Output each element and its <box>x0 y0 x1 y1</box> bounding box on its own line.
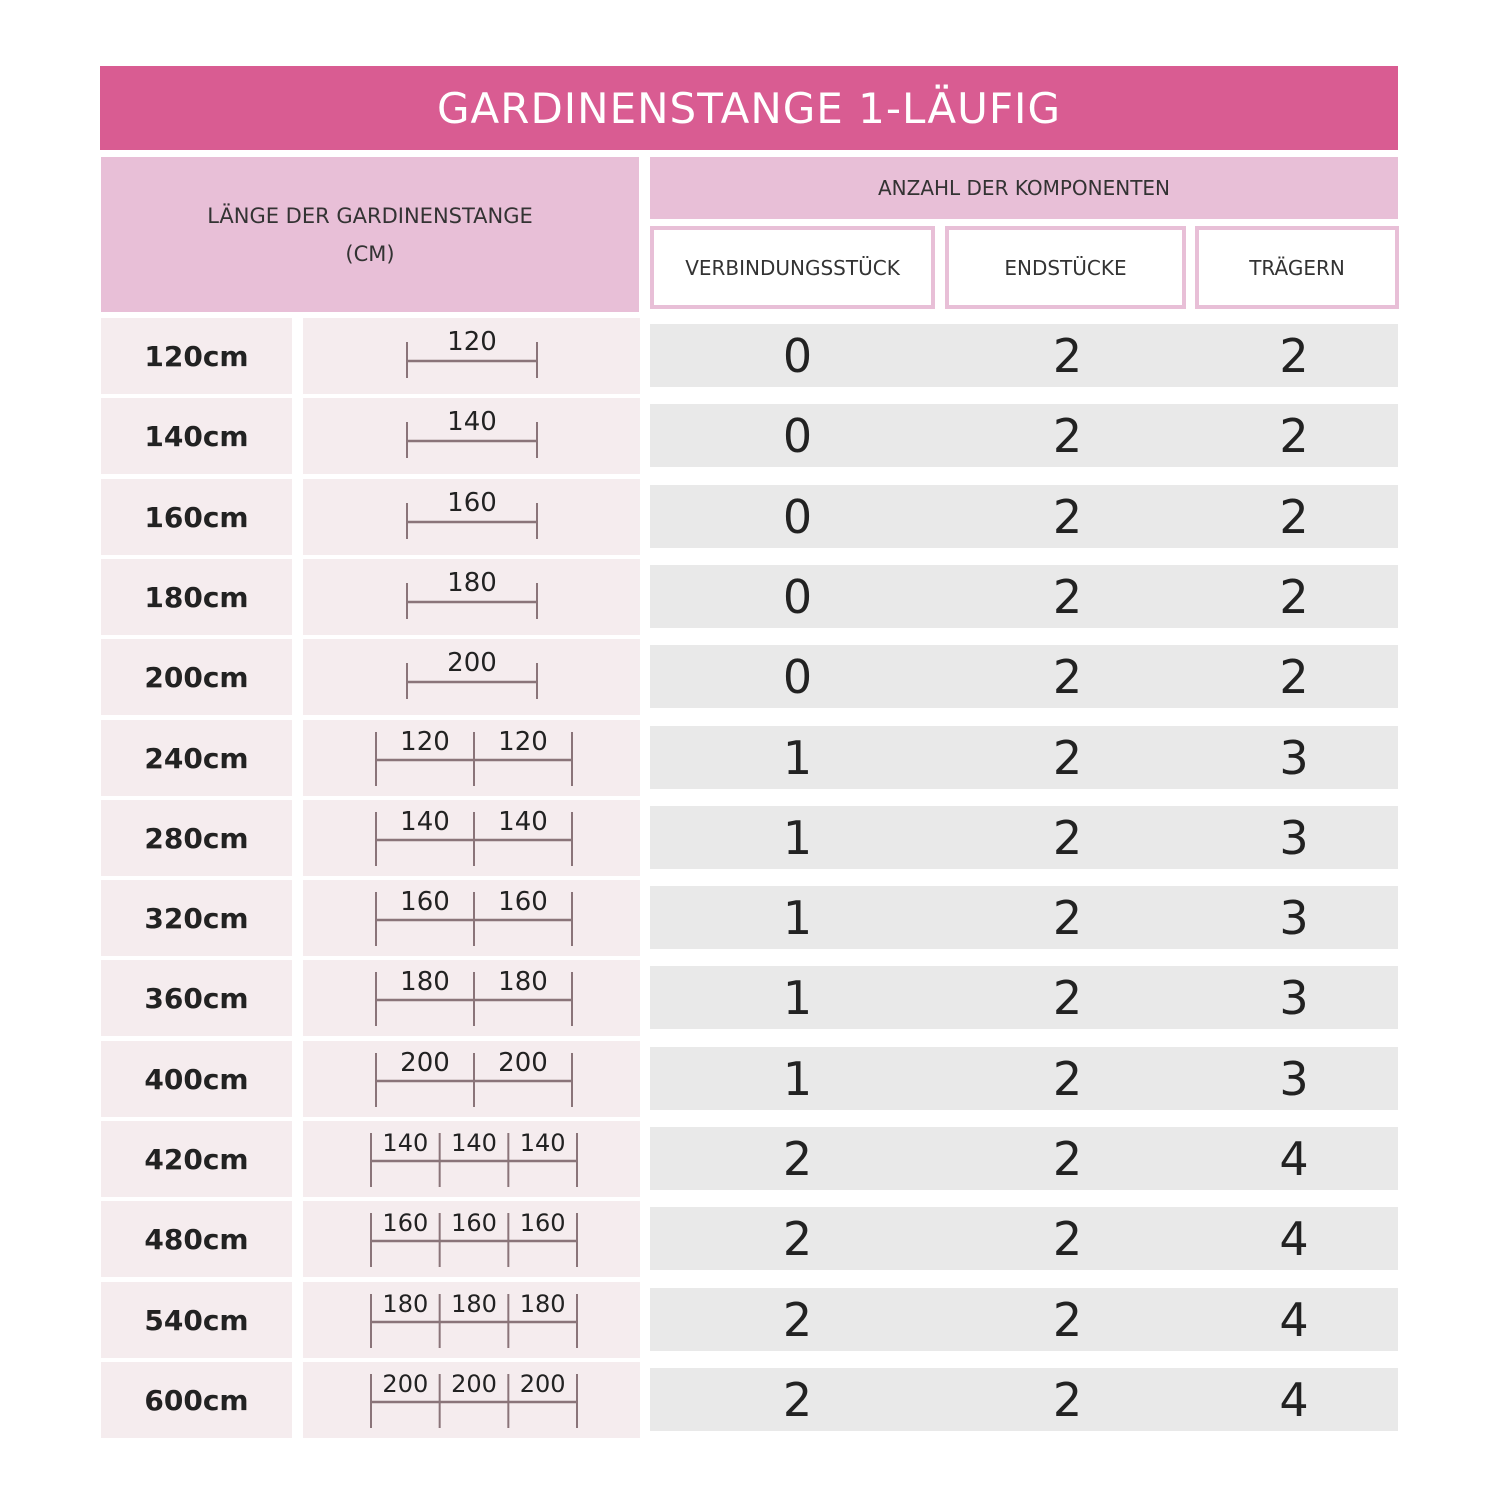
rod-diagram <box>303 1282 640 1358</box>
length-cell: 400cm <box>101 1041 292 1117</box>
rod-diagram-cell <box>303 479 640 555</box>
endpieces-count: 2 <box>1052 810 1083 865</box>
rod-diagram-cell <box>303 720 640 796</box>
rod-diagram-cell <box>303 318 640 394</box>
length-header-line1: LÄNGE DER GARDINENSTANGE <box>207 203 533 228</box>
segment-label: 160 <box>400 887 450 917</box>
brackets-count: 3 <box>1279 1051 1309 1106</box>
rod-diagram <box>303 398 640 474</box>
rod-diagram <box>303 639 640 715</box>
table-row <box>650 1368 1398 1431</box>
segment-label: 180 <box>451 1290 497 1318</box>
page-title: GARDINENSTANGE 1-LÄUFIG <box>100 66 1398 150</box>
connector-count: 1 <box>782 1051 813 1106</box>
table-row <box>650 404 1398 467</box>
table-row <box>650 806 1398 869</box>
endpieces-count: 2 <box>1052 1372 1083 1427</box>
table-row <box>650 966 1398 1029</box>
segment-label: 120 <box>498 727 548 757</box>
segment-label: 180 <box>519 1290 566 1318</box>
length-cell: 480cm <box>101 1201 292 1277</box>
brackets-count: 4 <box>1279 1292 1309 1347</box>
endpieces-count: 2 <box>1052 1051 1083 1106</box>
table-row <box>650 1127 1398 1190</box>
segment-label: 160 <box>451 1209 497 1237</box>
connector-count: 1 <box>782 890 813 945</box>
length-cell: 240cm <box>101 720 292 796</box>
segment-label: 160 <box>447 488 497 518</box>
components-header: ANZAHL DER KOMPONENTEN <box>650 157 1398 219</box>
rod-diagram <box>303 479 640 555</box>
segment-label: 140 <box>400 807 450 837</box>
brackets-count: 3 <box>1279 890 1309 945</box>
length-cell: 160cm <box>101 479 292 555</box>
segment-label: 200 <box>519 1370 566 1398</box>
endpieces-count: 2 <box>1052 649 1083 704</box>
rod-diagram-cell <box>303 559 640 635</box>
brackets-count: 2 <box>1279 489 1309 544</box>
brackets-count: 3 <box>1279 730 1309 785</box>
segment-label: 180 <box>498 967 548 997</box>
segment-label: 160 <box>519 1209 566 1237</box>
segment-label: 120 <box>447 327 497 357</box>
segment-label: 200 <box>382 1370 429 1398</box>
table-row <box>650 886 1398 949</box>
brackets-count: 4 <box>1279 1131 1309 1186</box>
segment-label: 180 <box>400 967 450 997</box>
connector-count: 2 <box>782 1131 813 1186</box>
rod-diagram <box>303 880 640 956</box>
segment-label: 200 <box>498 1048 548 1078</box>
table-row <box>650 1047 1398 1110</box>
brackets-count: 3 <box>1279 810 1309 865</box>
length-column-header <box>101 157 639 312</box>
length-cell: 280cm <box>101 800 292 876</box>
length-cell: 360cm <box>101 960 292 1036</box>
connector-count: 0 <box>782 489 813 544</box>
segment-label: 160 <box>498 887 548 917</box>
connector-count: 0 <box>782 649 813 704</box>
length-cell: 120cm <box>101 318 292 394</box>
rod-diagram-cell <box>303 639 640 715</box>
segment-label: 140 <box>382 1129 429 1157</box>
brackets-count: 3 <box>1279 970 1309 1025</box>
segment-label: 140 <box>447 407 497 437</box>
rod-diagram <box>303 1201 640 1277</box>
segment-label: 140 <box>519 1129 566 1157</box>
segment-label: 180 <box>382 1290 429 1318</box>
rod-diagram <box>303 1041 640 1117</box>
connector-count: 0 <box>782 328 813 383</box>
rod-diagram <box>303 1121 640 1197</box>
endpieces-count: 2 <box>1052 970 1083 1025</box>
connector-count: 0 <box>782 408 813 463</box>
table-row <box>650 1207 1398 1270</box>
connector-count: 2 <box>782 1292 813 1347</box>
segment-label: 200 <box>447 648 497 678</box>
length-cell: 320cm <box>101 880 292 956</box>
rod-diagram <box>303 318 640 394</box>
rod-diagram-cell <box>303 880 640 956</box>
length-cell: 140cm <box>101 398 292 474</box>
brackets-count: 2 <box>1279 569 1309 624</box>
table-row <box>650 565 1398 628</box>
brackets-count: 2 <box>1279 649 1309 704</box>
length-cell: 600cm <box>101 1362 292 1438</box>
brackets-count: 2 <box>1279 408 1309 463</box>
segment-label: 140 <box>451 1129 497 1157</box>
endpieces-count: 2 <box>1052 328 1083 383</box>
connector-count: 0 <box>782 569 813 624</box>
connector-count: 1 <box>782 810 813 865</box>
endpieces-count: 2 <box>1052 730 1083 785</box>
rod-diagram-cell <box>303 1121 640 1197</box>
length-cell: 540cm <box>101 1282 292 1358</box>
table-row <box>650 485 1398 548</box>
endpieces-count: 2 <box>1052 408 1083 463</box>
rod-diagram-cell <box>303 1282 640 1358</box>
connector-count: 1 <box>782 970 813 1025</box>
endpieces-count: 2 <box>1052 890 1083 945</box>
connector-count: 2 <box>782 1211 813 1266</box>
rod-diagram-cell <box>303 1362 640 1438</box>
rod-diagram <box>303 800 640 876</box>
table-row <box>650 1288 1398 1351</box>
length-cell: 180cm <box>101 559 292 635</box>
rod-diagram <box>303 1362 640 1438</box>
endpieces-count: 2 <box>1052 1292 1083 1347</box>
connector-count: 1 <box>782 730 813 785</box>
segment-label: 120 <box>400 727 450 757</box>
length-header-line2: (CM) <box>345 241 395 266</box>
brackets-count: 2 <box>1279 328 1309 383</box>
rod-diagram-cell <box>303 960 640 1036</box>
length-cell: 420cm <box>101 1121 292 1197</box>
rod-diagram <box>303 720 640 796</box>
endpieces-count: 2 <box>1052 1131 1083 1186</box>
brackets-count: 4 <box>1279 1372 1309 1427</box>
segment-label: 200 <box>451 1370 497 1398</box>
connector-column-header: VERBINDUNGSSTÜCK <box>650 226 935 309</box>
connector-count: 2 <box>782 1372 813 1427</box>
endpieces-count: 2 <box>1052 569 1083 624</box>
rod-diagram <box>303 559 640 635</box>
rod-diagram-cell <box>303 1041 640 1117</box>
segment-label: 180 <box>447 568 497 598</box>
table-row <box>650 324 1398 387</box>
table-row <box>650 726 1398 789</box>
rod-diagram-cell <box>303 398 640 474</box>
rod-diagram <box>303 960 640 1036</box>
rod-diagram-cell <box>303 1201 640 1277</box>
endpieces-count: 2 <box>1052 489 1083 544</box>
segment-label: 200 <box>400 1048 450 1078</box>
length-cell: 200cm <box>101 639 292 715</box>
brackets-column-header: TRÄGERN <box>1195 226 1399 309</box>
brackets-count: 4 <box>1279 1211 1309 1266</box>
table-row <box>650 645 1398 708</box>
segment-label: 160 <box>382 1209 429 1237</box>
endpieces-column-header: ENDSTÜCKE <box>945 226 1186 309</box>
segment-label: 140 <box>498 807 548 837</box>
rod-diagram-cell <box>303 800 640 876</box>
endpieces-count: 2 <box>1052 1211 1083 1266</box>
